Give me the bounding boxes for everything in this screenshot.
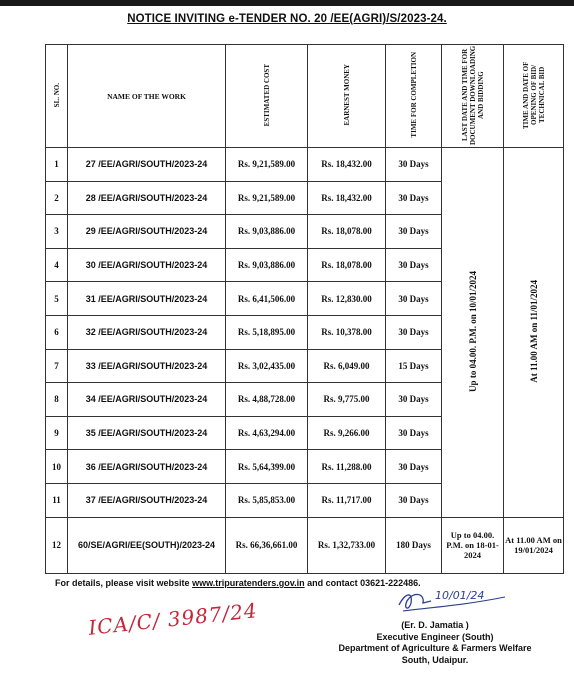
row-sl: 10 (46, 450, 68, 484)
row-cost: Rs. 5,64,399.00 (226, 450, 308, 484)
row-time: 30 Days (386, 181, 442, 215)
row12-last-date: Up to 04.00. P.M. on 18-01-2024 (442, 517, 504, 573)
header-sl-no: SL. NO. (46, 45, 68, 148)
row-time: 30 Days (386, 450, 442, 484)
handwritten-reference: ICA/C/ 3987/24 (87, 598, 259, 640)
row-earnest: Rs. 18,432.00 (308, 148, 386, 182)
header-name-of-work: NAME OF THE WORK (68, 45, 226, 148)
signatory-location: South, Udaipur. (401, 654, 469, 665)
row-sl: 1 (46, 148, 68, 182)
signatory-designation: Executive Engineer (South) (376, 631, 494, 642)
header-last-date: LAST DATE AND TIME FOR DOCUMENT DOWNLOADING AND BIDDING (442, 45, 504, 148)
row-time: 30 Days (386, 416, 442, 450)
row-sl: 11 (46, 483, 68, 517)
row-cost: Rs. 5,85,853.00 (226, 483, 308, 517)
website-link[interactable]: www.tripuratenders.gov.in (192, 578, 305, 588)
row-sl: 3 (46, 215, 68, 249)
row-cost: Rs. 5,18,895.00 (226, 315, 308, 349)
row-sl: 12 (46, 517, 68, 573)
row-time: 30 Days (386, 483, 442, 517)
row-cost: Rs. 66,36,661.00 (226, 517, 308, 573)
row-sl: 6 (46, 315, 68, 349)
row-work: 60/SE/AGRI/EE(SOUTH)/2023-24 (68, 517, 226, 573)
row-time: 30 Days (386, 383, 442, 417)
row-sl: 8 (46, 383, 68, 417)
row-work: 30 /EE/AGRI/SOUTH/2023-24 (68, 248, 226, 282)
row-time: 180 Days (386, 517, 442, 573)
table-row (46, 517, 564, 573)
row-earnest: Rs. 9,266.00 (308, 416, 386, 450)
row-time: 30 Days (386, 148, 442, 182)
row-earnest: Rs. 9,775.00 (308, 383, 386, 417)
row-earnest: Rs. 1,32,733.00 (308, 517, 386, 573)
merged-last-date: Up to 04.00. P.M. on 10/01/2024 (467, 270, 478, 392)
row-sl: 4 (46, 248, 68, 282)
row-earnest: Rs. 18,078.00 (308, 215, 386, 249)
merged-opening-cell (504, 148, 564, 518)
signature-mark (395, 583, 515, 615)
row-time: 30 Days (386, 315, 442, 349)
merged-last-date-cell (442, 148, 504, 518)
header-time-for-completion: TIME FOR COMPLETION (386, 45, 442, 148)
signature-scribble-icon (395, 583, 515, 615)
row-cost: Rs. 9,03,886.00 (226, 215, 308, 249)
header-estimated-cost: ESTIMATED COST (226, 45, 308, 148)
row-cost: Rs. 3,02,435.00 (226, 349, 308, 383)
row-work: 28 /EE/AGRI/SOUTH/2023-24 (68, 181, 226, 215)
row-sl: 2 (46, 181, 68, 215)
signatory-name: (Er. D. Jamatia ) (401, 620, 469, 630)
row-work: 33 /EE/AGRI/SOUTH/2023-24 (68, 349, 226, 383)
row-time: 15 Days (386, 349, 442, 383)
row-cost: Rs. 9,21,589.00 (226, 181, 308, 215)
row-cost: Rs. 9,21,589.00 (226, 148, 308, 182)
row12-opening-date: At 11.00 AM on 19/01/2024 (504, 517, 564, 573)
details-prefix: For details, please visit website (55, 578, 190, 588)
row-cost: Rs. 6,41,506.00 (226, 282, 308, 316)
row-time: 30 Days (386, 215, 442, 249)
signatory-block (320, 620, 550, 666)
row-earnest: Rs. 10,378.00 (308, 315, 386, 349)
row-work: 36 /EE/AGRI/SOUTH/2023-24 (68, 450, 226, 484)
signature-date: 10/01/24 (435, 589, 485, 602)
details-line (55, 578, 421, 588)
tender-table (45, 44, 564, 574)
row-time: 30 Days (386, 282, 442, 316)
header-earnest-money: EARNEST MONEY (308, 45, 386, 148)
table-row (46, 148, 564, 182)
row-work: 27 /EE/AGRI/SOUTH/2023-24 (68, 148, 226, 182)
row-earnest: Rs. 11,717.00 (308, 483, 386, 517)
row-earnest: Rs. 18,078.00 (308, 248, 386, 282)
details-suffix: and contact 03621-222486. (307, 578, 421, 588)
row-work: 31 /EE/AGRI/SOUTH/2023-24 (68, 282, 226, 316)
row-work: 29 /EE/AGRI/SOUTH/2023-24 (68, 215, 226, 249)
top-edge-bar (0, 0, 574, 6)
row-earnest: Rs. 12,830.00 (308, 282, 386, 316)
row-earnest: Rs. 18,432.00 (308, 181, 386, 215)
signatory-department: Department of Agriculture & Farmers Welfare (338, 643, 532, 653)
row-work: 32 /EE/AGRI/SOUTH/2023-24 (68, 315, 226, 349)
row-earnest: Rs. 6,049.00 (308, 349, 386, 383)
row-cost: Rs. 9,03,886.00 (226, 248, 308, 282)
row-work: 34 /EE/AGRI/SOUTH/2023-24 (68, 383, 226, 417)
row-cost: Rs. 4,88,728.00 (226, 383, 308, 417)
merged-opening-date: At 11.00 AM on 11/01/2024 (528, 279, 539, 383)
row-work: 37 /EE/AGRI/SOUTH/2023-24 (68, 483, 226, 517)
header-opening-date: TIME AND DATE OF OPENING OF BID/ TECHNICAL BID (504, 45, 564, 148)
row-work: 35 /EE/AGRI/SOUTH/2023-24 (68, 416, 226, 450)
row-sl: 5 (46, 282, 68, 316)
row-time: 30 Days (386, 248, 442, 282)
notice-title: NOTICE INVITING e-TENDER NO. 20 /EE(AGRI)/S/2023-24. (127, 13, 447, 25)
table-header-row (46, 45, 564, 148)
row-sl: 7 (46, 349, 68, 383)
row-cost: Rs. 4,63,294.00 (226, 416, 308, 450)
row-earnest: Rs. 11,288.00 (308, 450, 386, 484)
row-sl: 9 (46, 416, 68, 450)
